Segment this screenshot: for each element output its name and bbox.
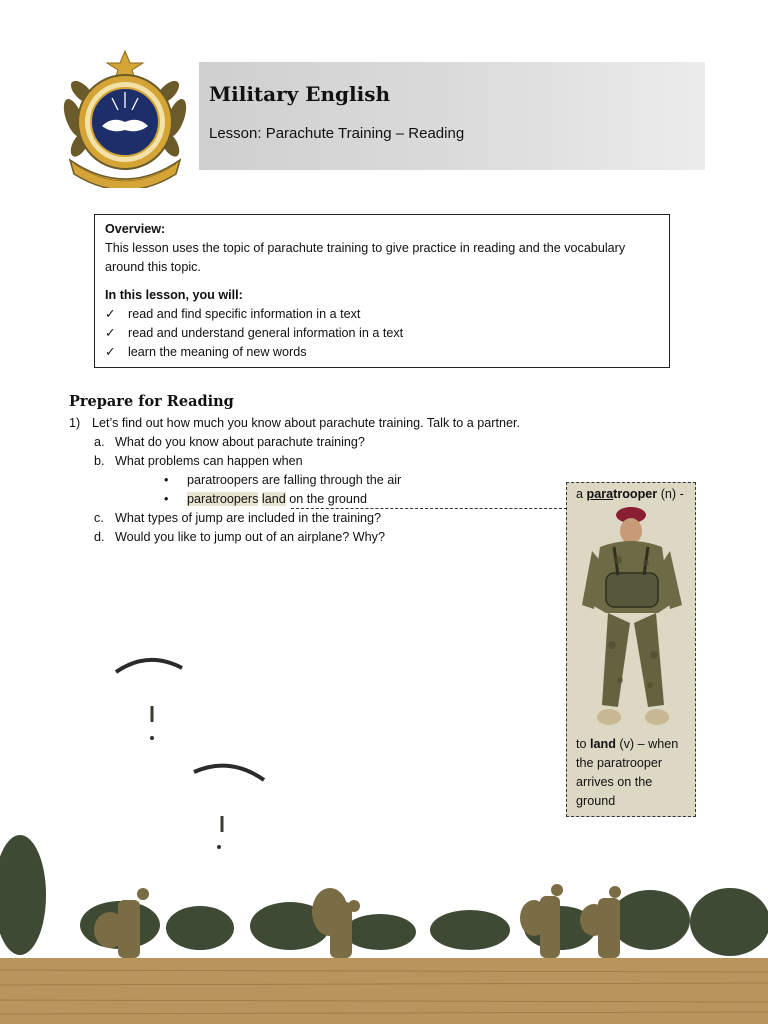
check-icon: ✓ bbox=[105, 345, 116, 359]
vocab-term-paratrooper: a paratrooper (n) - bbox=[576, 487, 684, 501]
vocab-term-land: to land (v) – when the paratrooper arrives on the ground bbox=[576, 737, 679, 808]
overview-box bbox=[94, 214, 670, 368]
list-item: ✓ read and find specific information in a text bbox=[105, 305, 659, 324]
bullet-icon: • bbox=[164, 492, 169, 506]
check-icon: ✓ bbox=[105, 326, 116, 340]
question-d-label: d. bbox=[94, 530, 105, 544]
question-b-label: b. bbox=[94, 454, 105, 468]
question-a-label: a. bbox=[94, 435, 105, 449]
bullet-icon: • bbox=[164, 473, 169, 487]
question-b-bullet-1: paratroopers are falling through the air bbox=[187, 473, 402, 487]
question-d-text: Would you like to jump out of an airplane? Why? bbox=[115, 530, 385, 544]
lesson-subtitle: Lesson: Parachute Training – Reading bbox=[209, 125, 465, 142]
lesson-title-bar bbox=[199, 62, 705, 170]
list-item: ✓ learn the meaning of new words bbox=[105, 343, 659, 362]
question-b-bullet-2: paratroopers land on the ground bbox=[187, 492, 367, 506]
question-c-label: c. bbox=[94, 511, 104, 525]
question-a-text: What do you know about parachute training? bbox=[115, 435, 365, 449]
overview-text-line2: around this topic. bbox=[105, 260, 201, 274]
section-heading-prepare: Prepare for Reading bbox=[69, 393, 234, 410]
parachute-1 bbox=[116, 660, 182, 672]
highlight-paratroopers: paratroopers bbox=[187, 492, 259, 506]
lesson-goals-heading: In this lesson, you will: bbox=[105, 288, 243, 302]
overview-heading: Overview: bbox=[105, 222, 166, 236]
question-b-text: What problems can happen when bbox=[115, 454, 303, 468]
parachute-2 bbox=[194, 766, 264, 780]
question-1-text: Let’s find out how much you know about parachute training. Talk to a partner. bbox=[92, 416, 520, 430]
overview-text-line1: This lesson uses the topic of parachute training to give practice in reading and the vocabulary bbox=[105, 241, 626, 255]
question-c-text: What types of jump are included in the training? bbox=[115, 511, 382, 525]
highlight-land: land bbox=[261, 492, 286, 506]
lesson-goals-list bbox=[105, 305, 659, 362]
question-1-number: 1) bbox=[69, 416, 81, 430]
list-item: ✓ read and understand general information in a text bbox=[105, 324, 659, 343]
page-title: Military English bbox=[209, 82, 391, 106]
parachute-landing-scene bbox=[0, 640, 768, 1024]
check-icon: ✓ bbox=[105, 307, 116, 321]
connector-dashed-line bbox=[291, 508, 567, 509]
adf-training-centre-logo bbox=[60, 48, 190, 188]
